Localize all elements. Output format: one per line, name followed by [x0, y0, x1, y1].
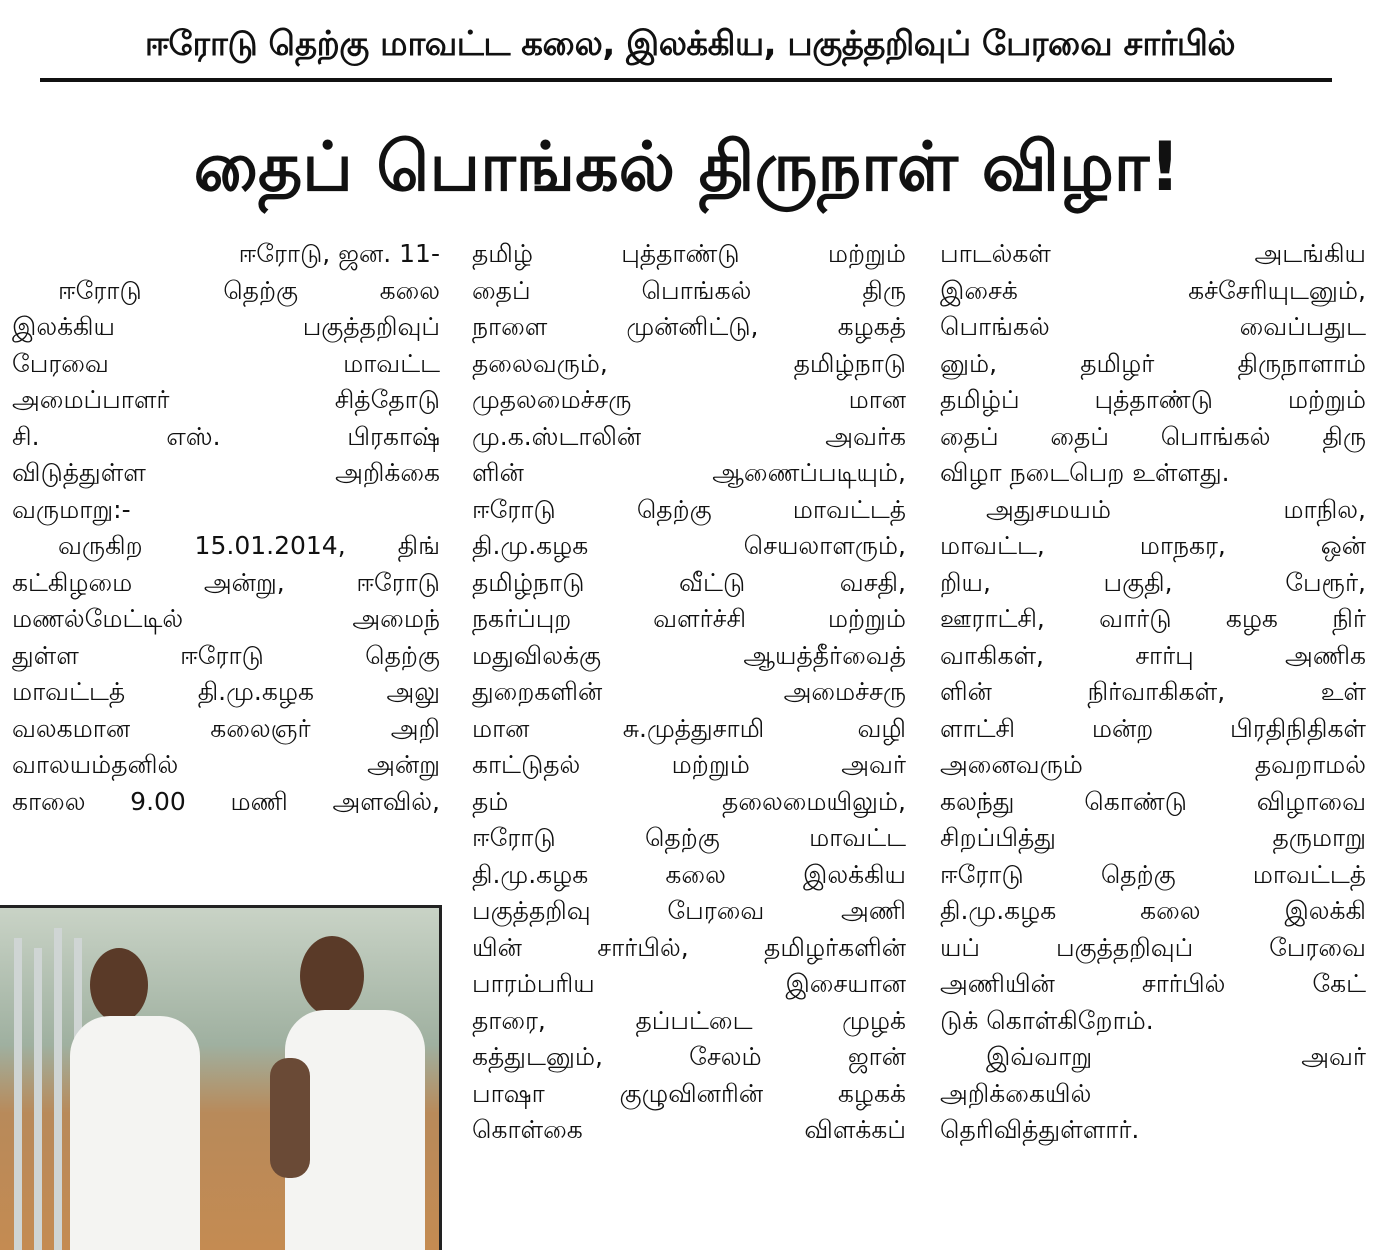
- text-line: கட்கிழமை அன்று, ஈரோடு: [12, 567, 440, 597]
- text-line: ளின் நிர்வாகிகள், உள்: [940, 677, 1366, 706]
- text-line: பொங்கல் வைப்பதுட: [940, 312, 1366, 341]
- text-line: காட்டுதல் மற்றும் அவர்: [472, 750, 906, 779]
- person-head: [300, 936, 364, 1016]
- text-line: சிறப்பித்து தருமாறு: [940, 823, 1366, 852]
- text-line: சி. எஸ். பிரகாஷ்: [12, 421, 440, 451]
- person-background: [270, 1058, 310, 1178]
- text-line: ளின் ஆணைப்படியும்,: [472, 458, 906, 487]
- article-column-1: [12, 236, 440, 820]
- text-line: காலை 9.00 மணி அளவில்,: [12, 786, 440, 816]
- text-line: றிய, பகுதி, பேரூர்,: [940, 567, 1366, 597]
- text-line: பாரம்பரிய இசையான: [472, 969, 906, 998]
- text-line: முதலமைச்சரு மான: [472, 385, 906, 414]
- railing-bar: [54, 928, 62, 1250]
- text-line: ஈரோடு தெற்கு கலை: [58, 275, 440, 305]
- text-line: துறைகளின் அமைச்சரு: [472, 677, 906, 706]
- text-line: வாகிகள், சார்பு அணிக: [940, 640, 1366, 670]
- text-line: அணியின் சார்பில் கேட்: [940, 969, 1366, 998]
- person-head: [90, 948, 148, 1022]
- article-column-2: [472, 236, 906, 1149]
- text-line: இவ்வாறு அவர்: [986, 1042, 1366, 1071]
- text-line: பாஷா குழுவினரின் கழகக்: [472, 1078, 906, 1108]
- article-column-3: [940, 236, 1366, 1149]
- headline: தைப் பொங்கல் திருநாள் விழா!: [193, 128, 1181, 207]
- text-line: துள்ள ஈரோடு தெற்கு: [12, 640, 440, 670]
- text-line: பாடல்கள் அடங்கிய: [940, 239, 1366, 268]
- text-line: பேரவை மாவட்ட: [12, 348, 440, 378]
- text-line: தமிழ் புத்தாண்டு மற்றும்: [472, 239, 906, 268]
- text-line: பகுத்தறிவு பேரவை அணி: [472, 896, 906, 925]
- text-line: மதுவிலக்கு ஆயத்தீர்வைத்: [472, 640, 906, 670]
- text-line: வலகமான கலைஞர் அறி: [12, 713, 440, 743]
- text-line: நாளை முன்னிட்டு, கழகத்: [472, 312, 906, 341]
- text-line: அதுசமயம் மாநில,: [986, 494, 1366, 524]
- text-line: வருமாறு:-: [12, 494, 131, 524]
- text-line: இலக்கிய பகுத்தறிவுப்: [12, 312, 440, 341]
- divider-rule: [40, 78, 1332, 82]
- text-line: தி.மு.கழக கலை இலக்கி: [940, 896, 1366, 925]
- text-line: நகர்ப்புற வளர்ச்சி மற்றும்: [472, 604, 906, 633]
- kicker-line: ஈரோடு தெற்கு மாவட்ட கலை, இலக்கிய, பகுத்தறிவுப் பேரவை சார்பில்: [144, 24, 1236, 64]
- text-line: டுக் கொள்கிறோம்.: [940, 1005, 1154, 1035]
- text-line: தலைவரும், தமிழ்நாடு: [472, 348, 906, 378]
- text-line: தமிழ்ப் புத்தாண்டு மற்றும்: [940, 385, 1366, 414]
- text-line: தி.மு.கழக செயலாளரும்,: [472, 531, 906, 560]
- text-line: அனைவரும் தவறாமல்: [940, 750, 1366, 779]
- text-line: வாலயம்தனில் அன்று: [12, 750, 440, 779]
- text-line: மாவட்டத் தி.மு.கழக அலு: [12, 677, 440, 706]
- text-line: தி.மு.கழக கலை இலக்கிய: [472, 859, 906, 889]
- text-line: யப் பகுத்தறிவுப் பேரவை: [940, 932, 1366, 962]
- text-line: அமைப்பாளர் சித்தோடு: [12, 385, 440, 414]
- text-line: விழா நடைபெற உள்ளது.: [940, 458, 1230, 487]
- text-line: தைப் தைப் பொங்கல் திரு: [940, 421, 1366, 451]
- text-line: கலந்து கொண்டு விழாவை: [940, 786, 1366, 816]
- text-line: ஈரோடு தெற்கு மாவட்ட: [472, 823, 906, 852]
- text-line: மான சு.முத்துசாமி வழி: [472, 713, 906, 743]
- text-line: மு.க.ஸ்டாலின் அவர்க: [472, 421, 906, 451]
- text-line: தெரிவித்துள்ளார்.: [940, 1115, 1140, 1144]
- text-line: ஈரோடு தெற்கு மாவட்டத்: [472, 494, 906, 524]
- text-line: மணல்மேட்டில் அமைந்: [12, 604, 440, 633]
- text-line: ஊராட்சி, வார்டு கழக நிர்: [940, 604, 1366, 633]
- text-line: மாவட்ட, மாநகர, ஒன்: [940, 531, 1366, 560]
- dateline: ஈரோடு, ஜன. 11-: [238, 239, 440, 268]
- text-line: அறிக்கையில்: [940, 1078, 1092, 1108]
- text-line: யின் சார்பில், தமிழர்களின்: [472, 932, 906, 962]
- text-line: விடுத்துள்ள அறிக்கை: [12, 458, 440, 487]
- text-line: வருகிற 15.01.2014, திங்: [58, 531, 440, 560]
- text-line: தைப் பொங்கல் திரு: [472, 275, 906, 305]
- text-line: தமிழ்நாடு வீட்டு வசதி,: [472, 567, 906, 597]
- text-line: தம் தலைமையிலும்,: [472, 786, 906, 816]
- news-photo: [0, 905, 442, 1250]
- railing-bar: [14, 938, 22, 1250]
- railing-bar: [34, 948, 42, 1250]
- text-line: ஈரோடு தெற்கு மாவட்டத்: [940, 859, 1366, 889]
- text-line: கத்துடனும், சேலம் ஜான்: [472, 1042, 906, 1071]
- text-line: ளாட்சி மன்ற பிரதிநிதிகள்: [940, 713, 1366, 743]
- person-shirt: [70, 1016, 200, 1250]
- text-line: கொள்கை விளக்கப்: [472, 1115, 906, 1144]
- text-line: னும், தமிழர் திருநாளாம்: [940, 348, 1366, 378]
- text-line: தாரை, தப்பட்டை முழக்: [472, 1005, 906, 1035]
- text-line: இசைக் கச்சேரியுடனும்,: [940, 275, 1366, 305]
